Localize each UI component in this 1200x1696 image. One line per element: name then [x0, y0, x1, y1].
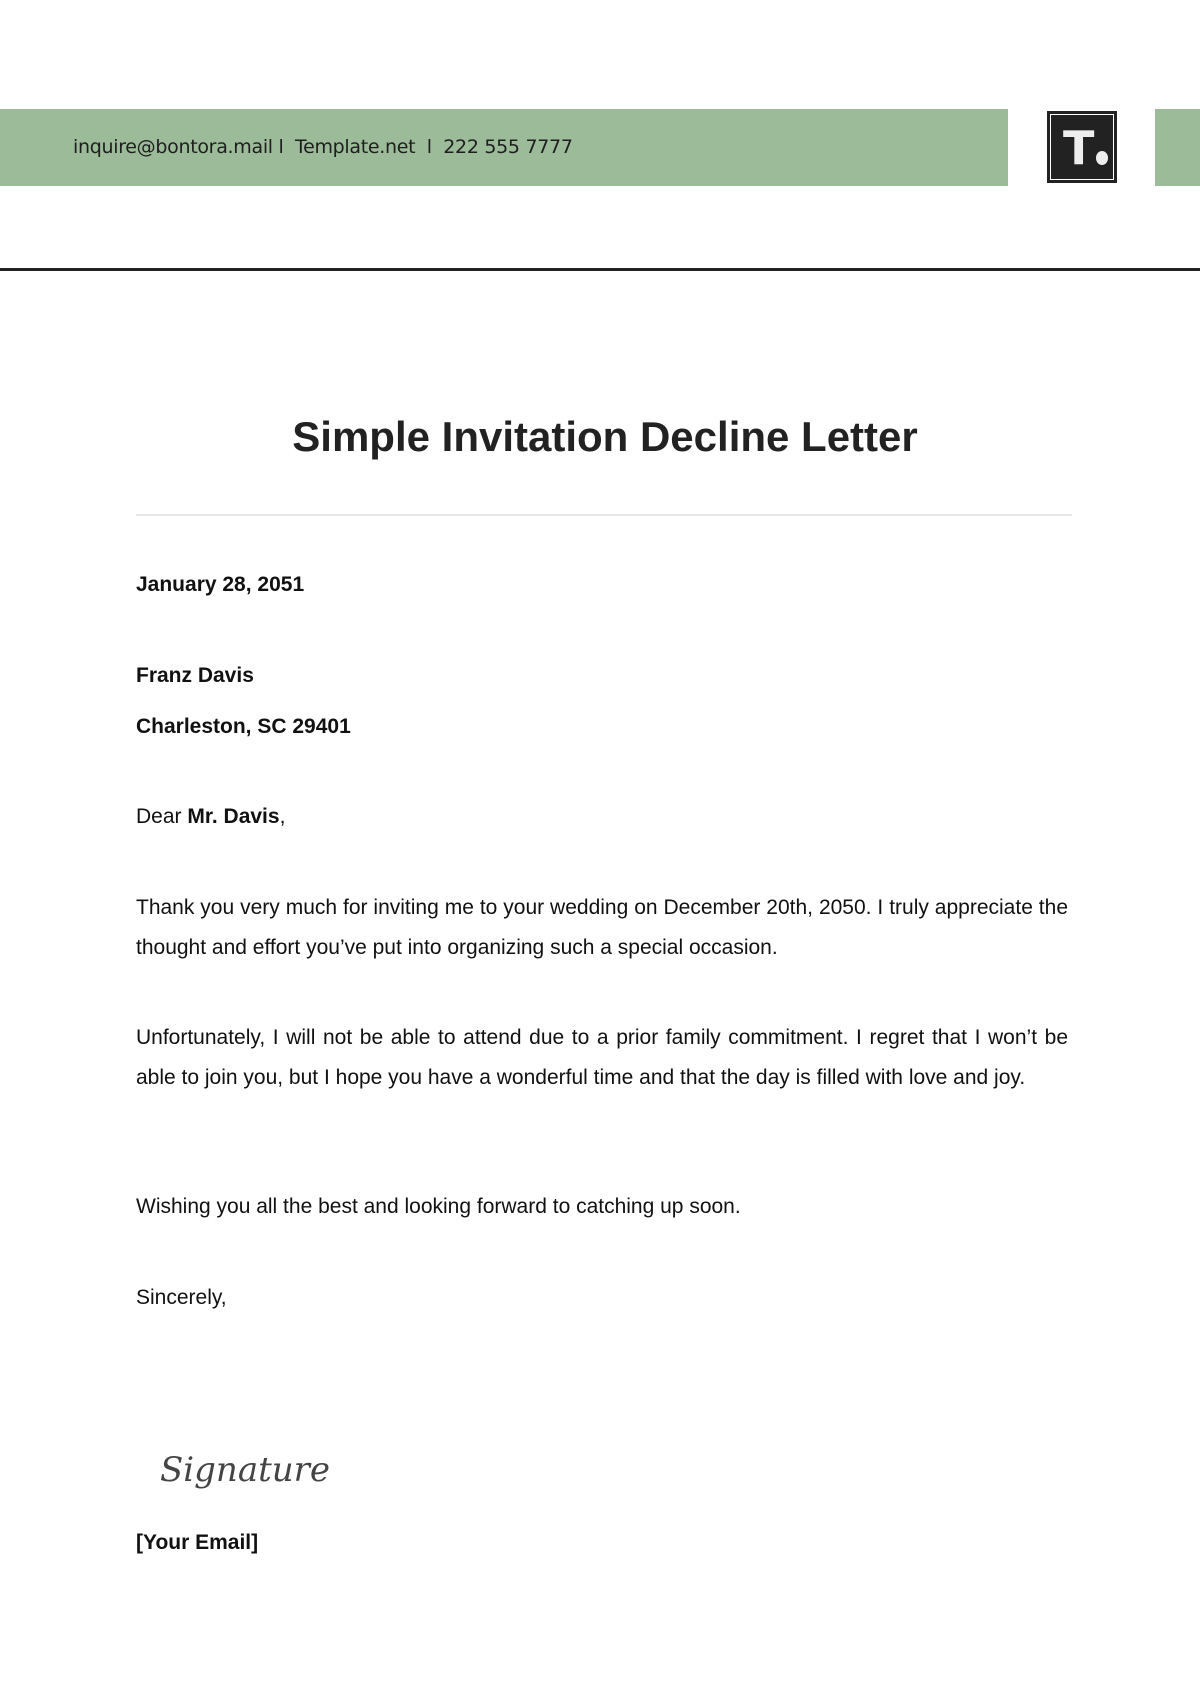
paragraph-1: Thank you very much for inviting me to your wedding on December 20th, 2050. I truly appreciate the thought and effort you’ve put into organizing such a special occasion.: [136, 896, 1068, 959]
salutation: [136, 797, 1068, 837]
header-bar-accent: [1155, 109, 1200, 186]
salutation-name: Mr. Davis: [187, 805, 280, 828]
logo-letter: T: [1063, 121, 1095, 175]
logo-dot: [1096, 151, 1108, 165]
contact-info: inquire@bontora.mail l Template.net l 222 555 7777: [73, 136, 573, 158]
recipient-name: Franz Davis: [136, 664, 254, 687]
header-rule: [0, 268, 1200, 271]
salutation-prefix: Dear: [136, 805, 188, 828]
page-title: Simple Invitation Decline Letter: [292, 413, 918, 460]
paragraph-3: Wishing you all the best and looking forward to catching up soon.: [136, 1195, 741, 1218]
letter-date: January 28, 2051: [136, 573, 305, 596]
title-divider: [136, 514, 1072, 516]
signature: Signature: [160, 1450, 331, 1490]
template-logo: [1047, 111, 1117, 183]
paragraph-2: Unfortunately, I will not be able to attend due to a prior family commitment. I regret that I won’t be able to join you, but I hope you have a wonderful time and that the day is filled with love and joy.: [136, 1026, 1068, 1089]
recipient-address: Charleston, SC 29401: [136, 715, 351, 738]
sender-email: [Your Email]: [136, 1531, 259, 1554]
closing: Sincerely,: [136, 1286, 227, 1309]
salutation-suffix: ,: [279, 805, 286, 828]
